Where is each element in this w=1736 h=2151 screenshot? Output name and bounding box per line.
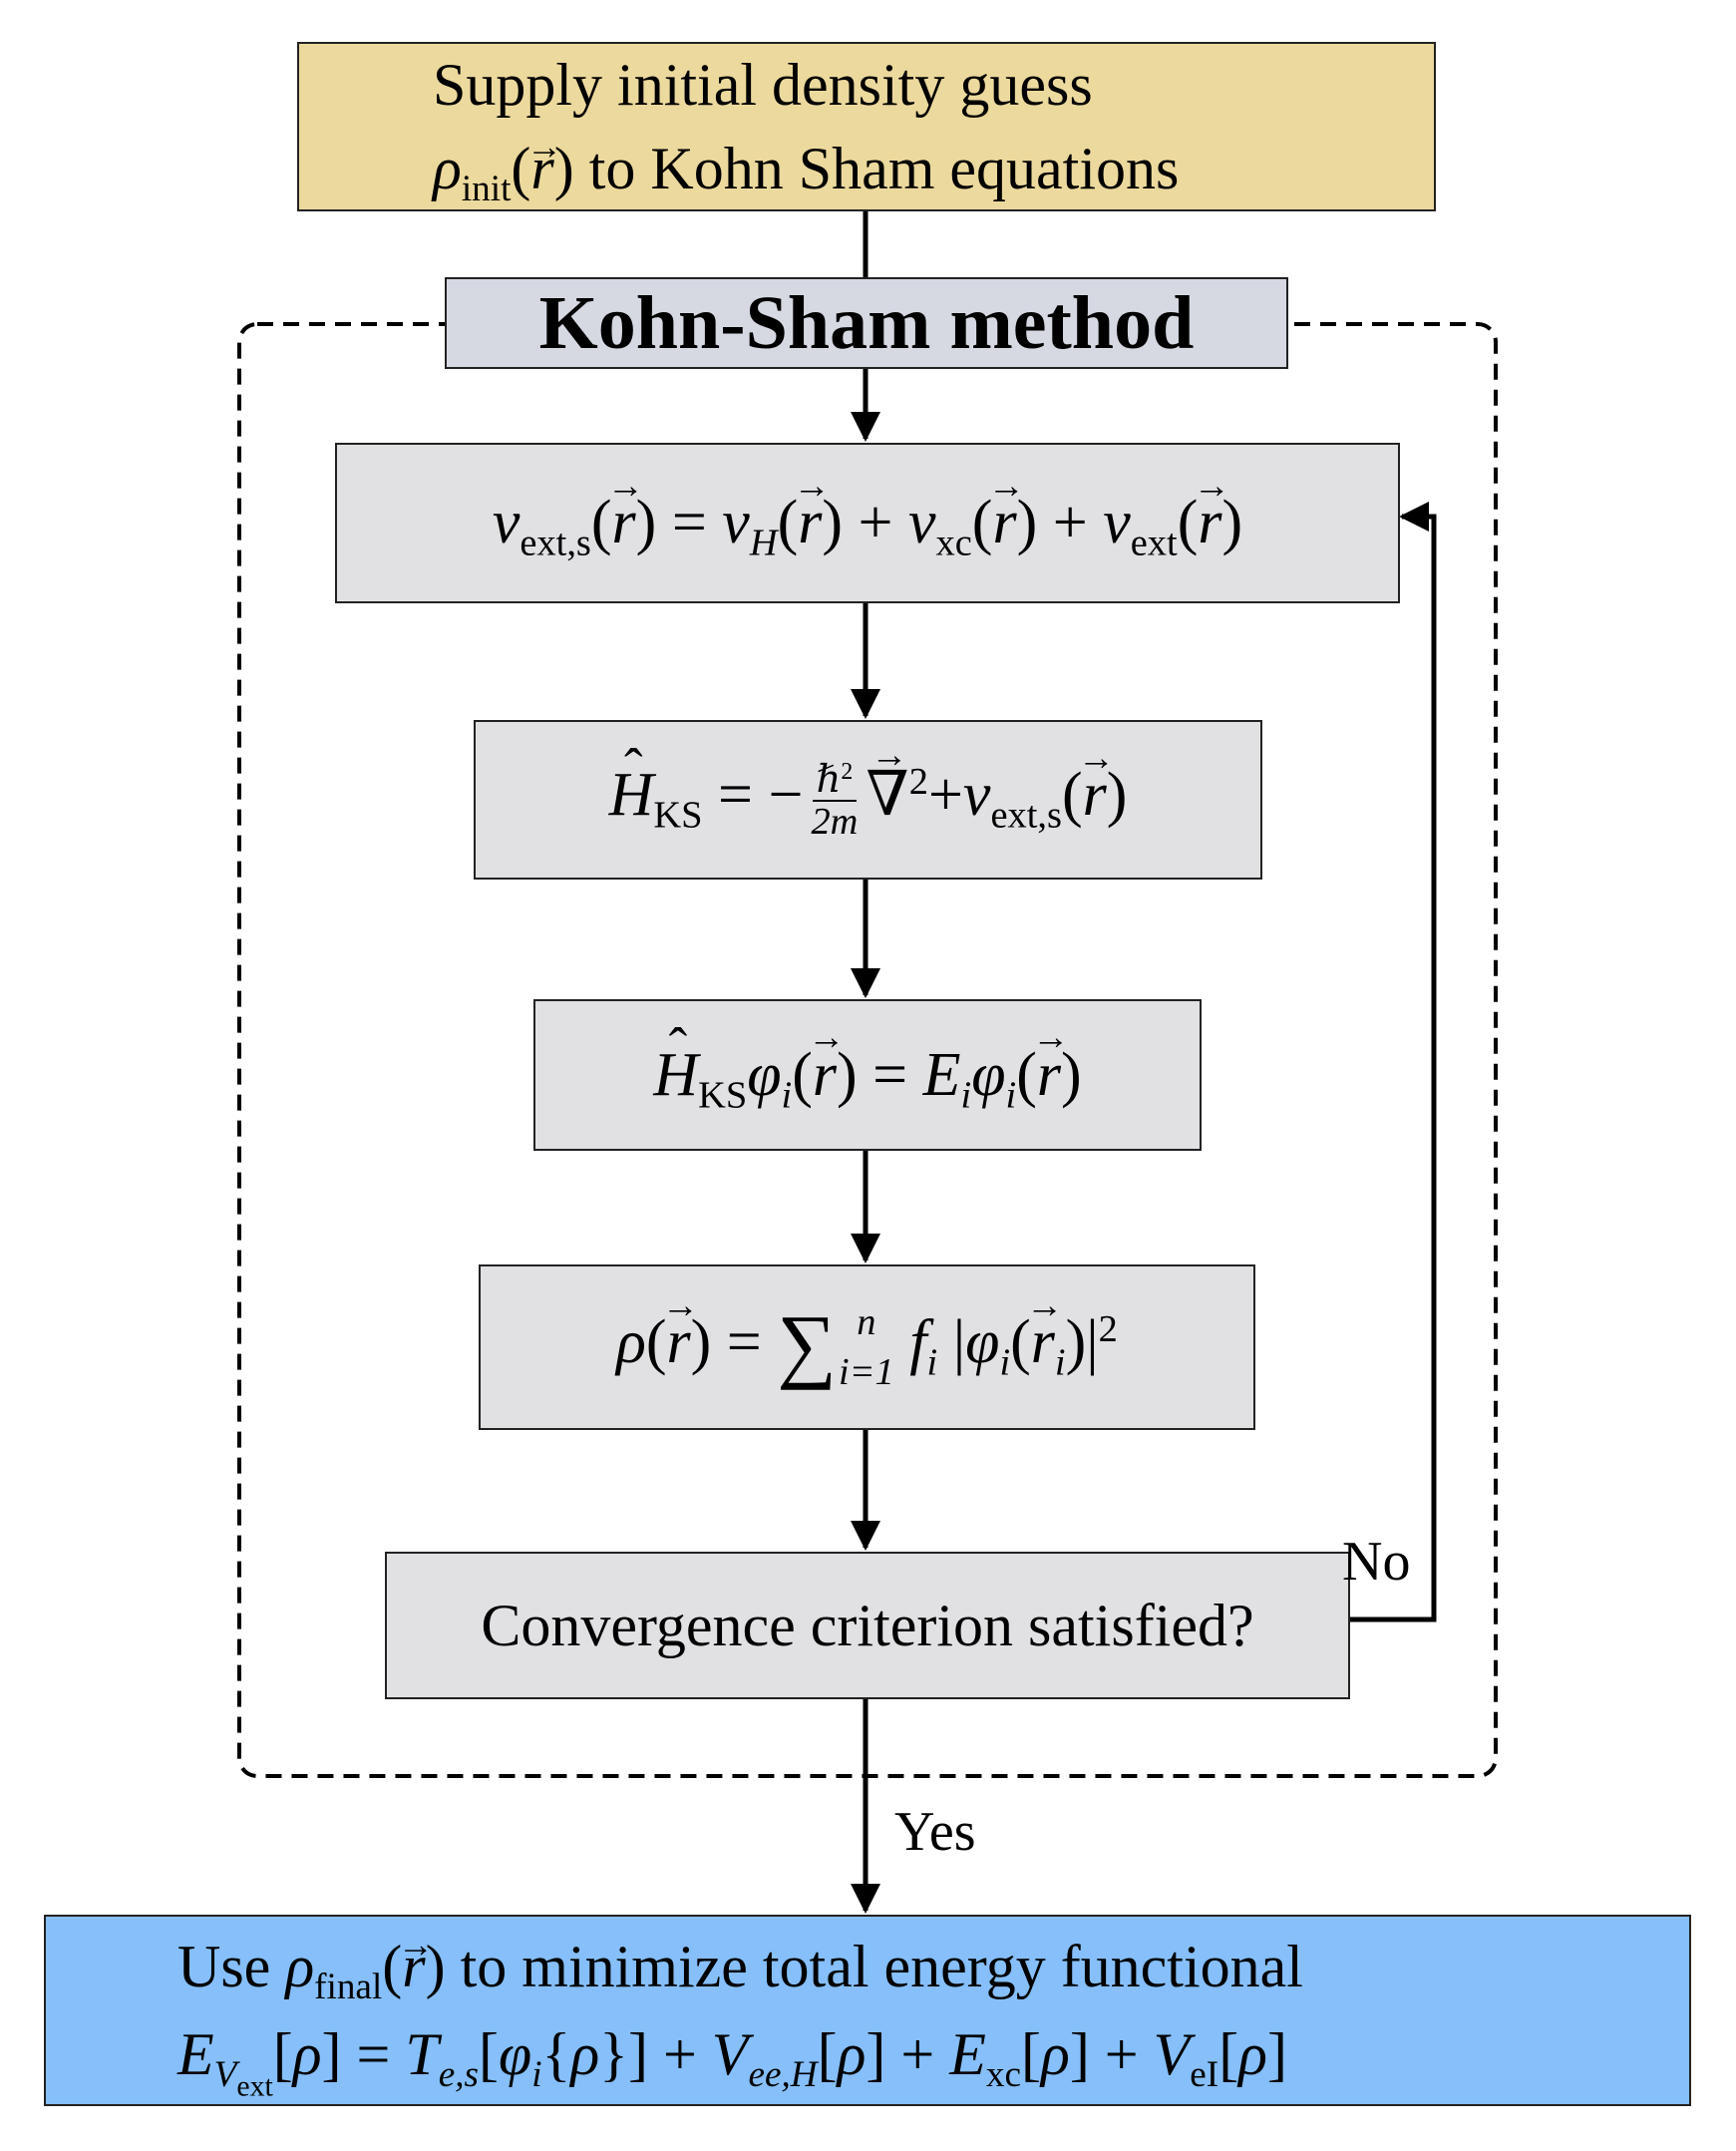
ks-eigen-equation-box [533, 999, 1202, 1151]
total-energy-functional-equation: $E_{V_{ext}}[\rho] = T_{e,s}[\varphi_i\{\rho\}] + V_{ee,H}[\rho] + E_{xc}[\rho] + V_{eI}[\rho]$ [177, 2021, 1287, 2103]
arrow-no-feedback-loop [1348, 517, 1434, 1619]
ks-hamiltonian-equation: ˆ $H_{KS}$ = − $\frac{\hbar^2}{2m}$ → $\nabla^2+v_{ext,s}(\to r)$ [609, 757, 1128, 842]
convergence-check-box [385, 1552, 1350, 1699]
total-energy-box [44, 1915, 1691, 2106]
convergence-question: Convergence criterion satisfied? [481, 1592, 1254, 1658]
effective-potential-box [335, 443, 1400, 603]
no-branch-label: No [1342, 1531, 1411, 1593]
ks-eigen-equation: ˆ $H_{KS}\varphi_i(\to r) = E_i\varphi_i(\to r)$ [653, 1040, 1081, 1111]
ks-hamiltonian-box [474, 720, 1262, 880]
yes-branch-label: Yes [894, 1801, 976, 1863]
initial-density-line-1: Supply initial density guess [433, 52, 1093, 118]
total-energy-line-1: Use $\rho_{final}(\to r)$ to minimize total energy functional [177, 1923, 1303, 2010]
initial-density-line-2: $\rho_{init}(\to r)$ to Kohn Sham equations [433, 127, 1179, 210]
electron-density-equation: ρ(→ r) = ∑ n i=1 $f_i$ $|\varphi_i(\to r_i)|^2$ [616, 1296, 1118, 1398]
kohn-sham-method-title: Kohn-Sham method [445, 277, 1288, 369]
initial-density-box [297, 42, 1436, 211]
effective-potential-equation: $v_{ext,s}(\to r) = v_H(\to r) + v_{xc}(\to r) + v_{ext}(\to r)$ [493, 488, 1242, 558]
electron-density-box [479, 1264, 1255, 1430]
